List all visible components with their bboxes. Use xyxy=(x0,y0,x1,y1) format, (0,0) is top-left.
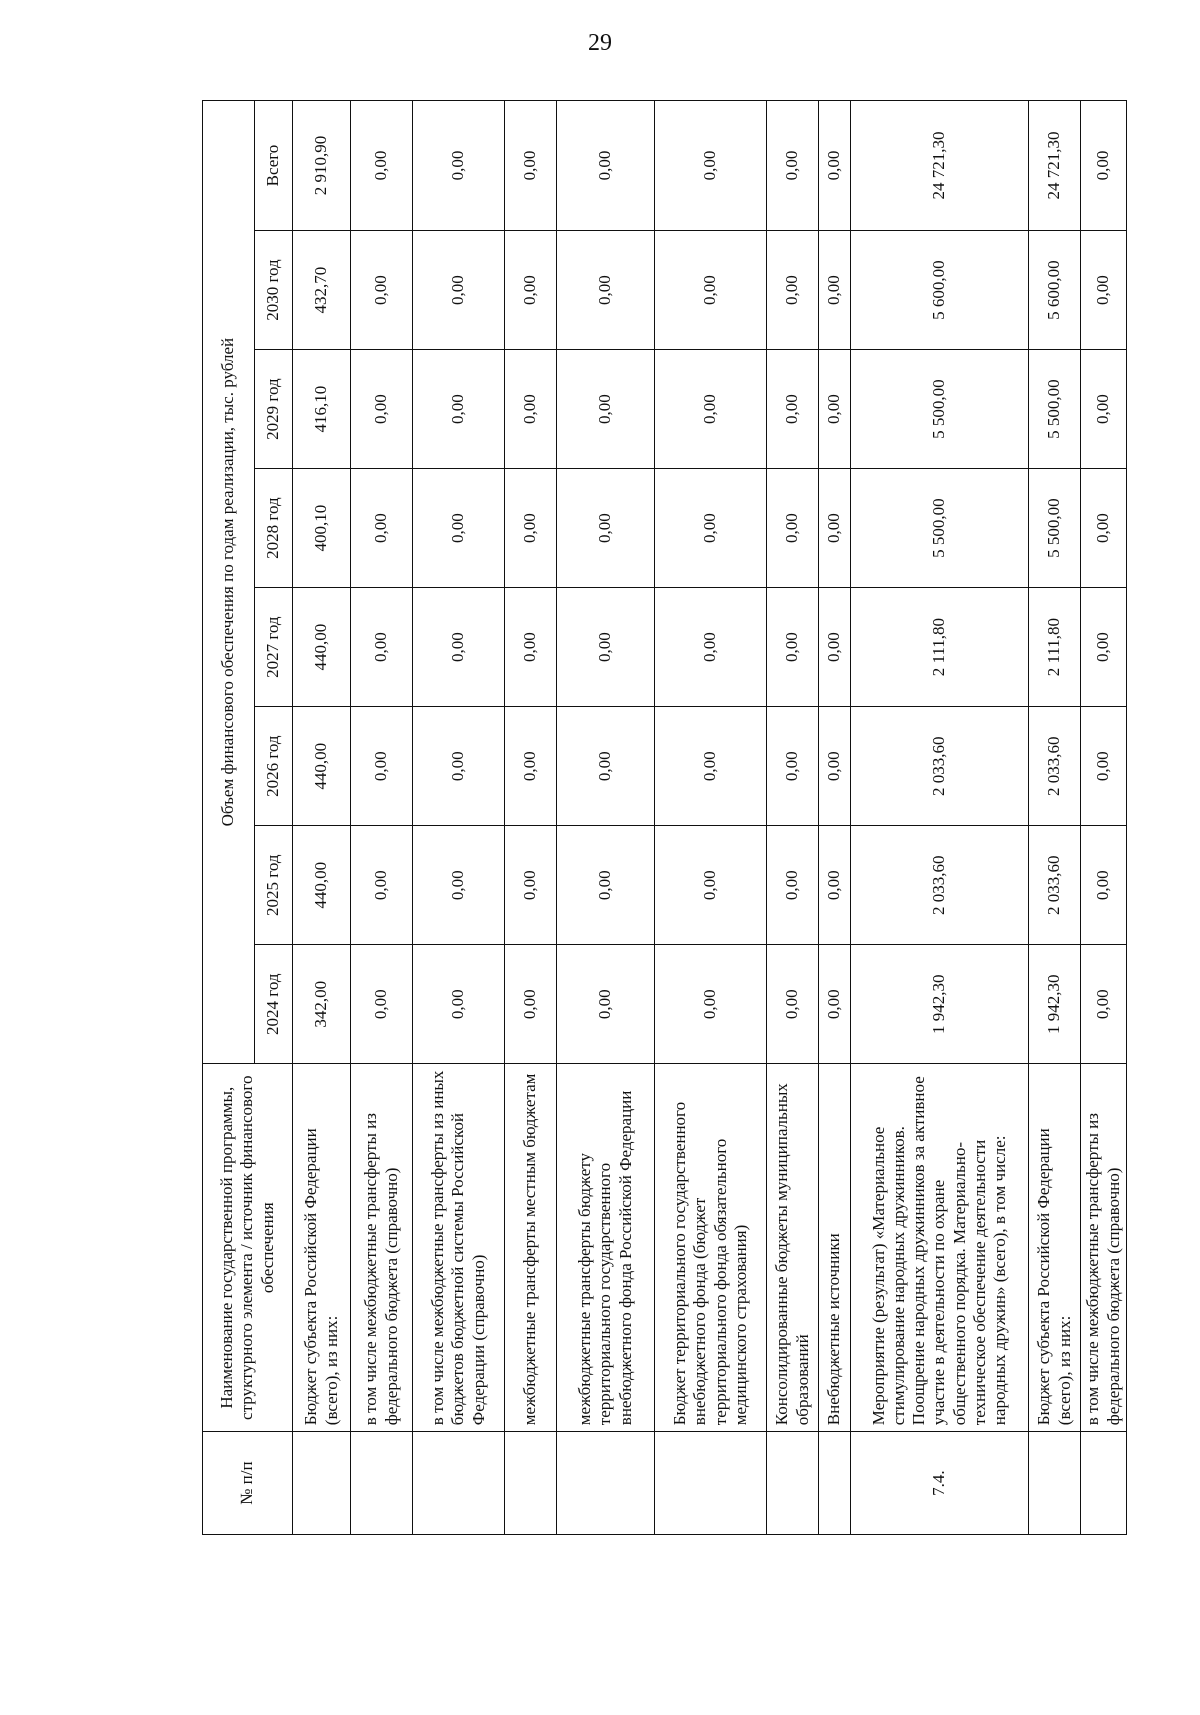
table-row xyxy=(293,101,351,1535)
row-name: Консолидированные бюджеты муниципальных образований xyxy=(767,1064,819,1432)
row-value: 0,00 xyxy=(351,350,413,469)
row-value: 0,00 xyxy=(1081,707,1127,826)
row-value: 0,00 xyxy=(413,350,505,469)
row-number xyxy=(413,1432,505,1535)
row-number xyxy=(655,1432,767,1535)
row-value: 0,00 xyxy=(351,945,413,1064)
row-value: 0,00 xyxy=(767,231,819,350)
row-name: Мероприятие (результат) «Материальное стимулирование народных дружинников. Поощрение народных дружинников за активное участие в деятельности по охране общественного порядка. Материально-техническое обеспечение деятельности народных дружин» (всего), в том числе: xyxy=(851,1064,1029,1432)
row-value: 0,00 xyxy=(655,101,767,231)
row-value: 0,00 xyxy=(351,588,413,707)
row-value: 0,00 xyxy=(1081,469,1127,588)
row-value: 0,00 xyxy=(819,826,851,945)
row-value: 0,00 xyxy=(557,945,655,1064)
row-value: 0,00 xyxy=(819,945,851,1064)
row-value: 0,00 xyxy=(505,945,557,1064)
financing-table xyxy=(202,100,1127,1535)
row-value: 2 033,60 xyxy=(851,826,1029,945)
row-value: 24 721,30 xyxy=(1029,101,1081,231)
header-num: № п/п xyxy=(203,1432,293,1535)
row-value: 0,00 xyxy=(413,588,505,707)
header-year: 2030 год xyxy=(255,231,293,350)
row-value: 0,00 xyxy=(655,231,767,350)
row-number xyxy=(1029,1432,1081,1535)
table-row xyxy=(1081,101,1127,1535)
header-year: 2024 год xyxy=(255,945,293,1064)
row-value: 0,00 xyxy=(413,826,505,945)
row-number xyxy=(819,1432,851,1535)
row-value: 432,70 xyxy=(293,231,351,350)
row-value: 0,00 xyxy=(655,350,767,469)
header-year: 2029 год xyxy=(255,350,293,469)
row-number xyxy=(1081,1432,1127,1535)
header-year: 2028 год xyxy=(255,469,293,588)
row-value: 0,00 xyxy=(557,101,655,231)
row-value: 5 500,00 xyxy=(851,350,1029,469)
row-value: 0,00 xyxy=(505,231,557,350)
table-row xyxy=(557,101,655,1535)
row-value: 0,00 xyxy=(505,826,557,945)
row-value: 440,00 xyxy=(293,707,351,826)
row-number xyxy=(557,1432,655,1535)
row-name: Бюджет субъекта Российской Федерации (всего), из них: xyxy=(293,1064,351,1432)
header-year: 2025 год xyxy=(255,826,293,945)
table-row xyxy=(819,101,851,1535)
row-value: 440,00 xyxy=(293,588,351,707)
row-value: 400,10 xyxy=(293,469,351,588)
row-value: 5 500,00 xyxy=(1029,469,1081,588)
row-value: 0,00 xyxy=(655,945,767,1064)
row-value: 0,00 xyxy=(767,101,819,231)
table-row xyxy=(505,101,557,1535)
header-volume: Объем финансового обеспечения по годам реализации, тыс. рублей xyxy=(203,101,255,1064)
row-name: Бюджет субъекта Российской Федерации (всего), из них: xyxy=(1029,1064,1081,1432)
page-number: 29 xyxy=(588,30,612,56)
row-value: 5 600,00 xyxy=(851,231,1029,350)
header-year: Всего xyxy=(255,101,293,231)
row-value: 2 111,80 xyxy=(1029,588,1081,707)
row-name: межбюджетные трансферты местным бюджетам xyxy=(505,1064,557,1432)
row-value: 440,00 xyxy=(293,826,351,945)
row-value: 0,00 xyxy=(413,231,505,350)
row-value: 0,00 xyxy=(505,469,557,588)
row-value: 0,00 xyxy=(351,707,413,826)
row-name: межбюджетные трансферты бюджету территориального государственного внебюджетного фонда Российской Федерации xyxy=(557,1064,655,1432)
row-name: в том числе межбюджетные трансферты из иных бюджетов бюджетной системы Российской Федерации (справочно) xyxy=(413,1064,505,1432)
row-value: 0,00 xyxy=(767,945,819,1064)
table-rotated-wrapper xyxy=(202,100,1123,1535)
row-value: 0,00 xyxy=(557,707,655,826)
row-value: 342,00 xyxy=(293,945,351,1064)
row-value: 0,00 xyxy=(819,101,851,231)
row-value: 0,00 xyxy=(819,588,851,707)
row-value: 0,00 xyxy=(413,707,505,826)
row-value: 2 910,90 xyxy=(293,101,351,231)
row-number xyxy=(767,1432,819,1535)
row-value: 0,00 xyxy=(1081,588,1127,707)
row-value: 0,00 xyxy=(655,469,767,588)
row-value: 0,00 xyxy=(505,588,557,707)
row-value: 0,00 xyxy=(767,469,819,588)
table-row xyxy=(767,101,819,1535)
row-value: 0,00 xyxy=(413,945,505,1064)
header-year: 2026 год xyxy=(255,707,293,826)
row-value: 0,00 xyxy=(1081,101,1127,231)
row-name: в том числе межбюджетные трансферты из федерального бюджета (справочно) xyxy=(1081,1064,1127,1432)
row-value: 0,00 xyxy=(505,707,557,826)
row-value: 0,00 xyxy=(767,707,819,826)
row-value: 0,00 xyxy=(819,469,851,588)
row-value: 24 721,30 xyxy=(851,101,1029,231)
row-value: 0,00 xyxy=(767,826,819,945)
row-value: 5 600,00 xyxy=(1029,231,1081,350)
row-number xyxy=(505,1432,557,1535)
row-value: 0,00 xyxy=(413,469,505,588)
row-name: Бюджет территориального государственного внебюджетного фонда (бюджет территориального фонда обязательного медицинского страхования) xyxy=(655,1064,767,1432)
row-value: 0,00 xyxy=(767,350,819,469)
row-value: 0,00 xyxy=(655,826,767,945)
row-value: 0,00 xyxy=(351,826,413,945)
row-value: 0,00 xyxy=(819,350,851,469)
row-value: 0,00 xyxy=(1081,826,1127,945)
row-value: 0,00 xyxy=(655,707,767,826)
table-row xyxy=(1029,101,1081,1535)
header-name: Наименование государственной программы, структурного элемента / источник финансового обеспечения xyxy=(203,1064,293,1432)
row-value: 0,00 xyxy=(767,588,819,707)
row-value: 2 111,80 xyxy=(851,588,1029,707)
row-value: 2 033,60 xyxy=(1029,707,1081,826)
row-name: в том числе межбюджетные трансферты из федерального бюджета (справочно) xyxy=(351,1064,413,1432)
row-value: 1 942,30 xyxy=(1029,945,1081,1064)
row-value: 5 500,00 xyxy=(851,469,1029,588)
row-value: 0,00 xyxy=(413,101,505,231)
row-value: 0,00 xyxy=(1081,350,1127,469)
row-value: 0,00 xyxy=(351,231,413,350)
row-number xyxy=(293,1432,351,1535)
row-value: 0,00 xyxy=(351,469,413,588)
row-value: 5 500,00 xyxy=(1029,350,1081,469)
row-value: 0,00 xyxy=(557,826,655,945)
table-row xyxy=(413,101,505,1535)
row-value: 0,00 xyxy=(505,101,557,231)
row-value: 0,00 xyxy=(819,231,851,350)
row-value: 0,00 xyxy=(557,231,655,350)
table-row xyxy=(351,101,413,1535)
row-value: 0,00 xyxy=(819,707,851,826)
row-value: 0,00 xyxy=(1081,231,1127,350)
row-number: 7.4. xyxy=(851,1432,1029,1535)
table-row xyxy=(655,101,767,1535)
row-name: Внебюджетные источники xyxy=(819,1064,851,1432)
row-value: 2 033,60 xyxy=(1029,826,1081,945)
row-number xyxy=(351,1432,413,1535)
row-value: 0,00 xyxy=(655,588,767,707)
row-value: 416,10 xyxy=(293,350,351,469)
row-value: 1 942,30 xyxy=(851,945,1029,1064)
table-row xyxy=(851,101,1029,1535)
row-value: 0,00 xyxy=(351,101,413,231)
row-value: 0,00 xyxy=(557,588,655,707)
row-value: 0,00 xyxy=(557,350,655,469)
header-year: 2027 год xyxy=(255,588,293,707)
row-value: 0,00 xyxy=(1081,945,1127,1064)
row-value: 0,00 xyxy=(557,469,655,588)
row-value: 0,00 xyxy=(505,350,557,469)
row-value: 2 033,60 xyxy=(851,707,1029,826)
